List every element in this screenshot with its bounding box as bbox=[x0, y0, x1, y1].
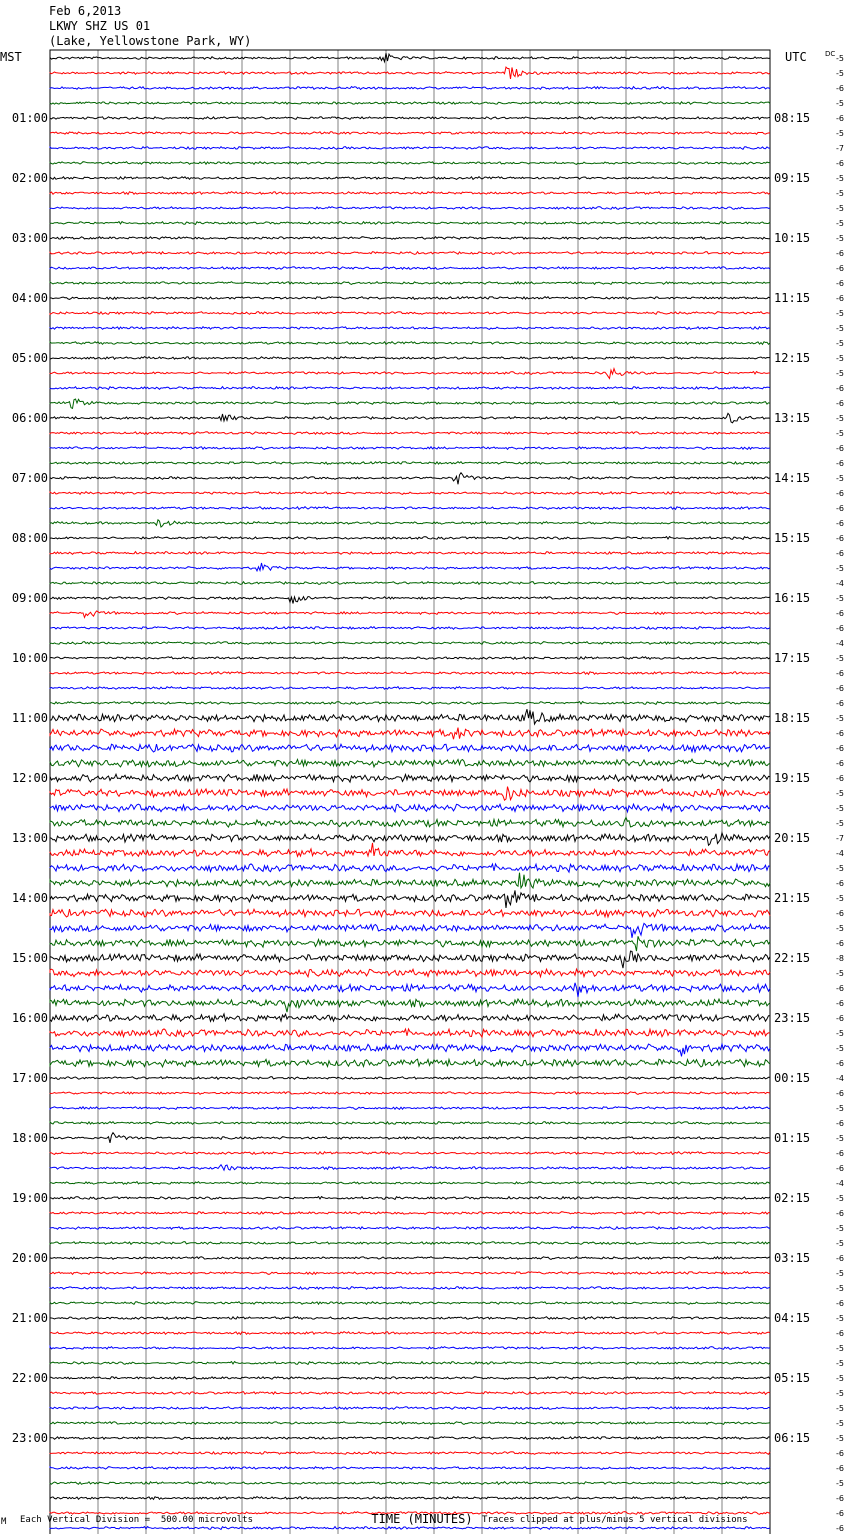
dc-offset-label: -6 bbox=[836, 534, 844, 543]
trace-row bbox=[50, 864, 770, 872]
trace-row bbox=[50, 923, 770, 937]
dc-offset-label: -5 bbox=[836, 1404, 844, 1413]
x-axis-title: TIME (MINUTES) bbox=[371, 1512, 473, 1526]
trace-row bbox=[50, 462, 770, 465]
trace-row bbox=[50, 1467, 770, 1470]
location-title: (Lake, Yellowstone Park, WY) bbox=[49, 34, 252, 48]
right-hour-label: 12:15 bbox=[774, 351, 811, 365]
trace-row bbox=[50, 432, 770, 435]
trace-row bbox=[50, 282, 770, 285]
dc-offset-label: -6 bbox=[836, 444, 844, 453]
dc-offset-label: -6 bbox=[836, 984, 844, 993]
dc-offset-label: -5 bbox=[836, 654, 844, 663]
trace-row bbox=[50, 1212, 770, 1215]
trace-row bbox=[50, 252, 770, 255]
left-hour-label: 14:00 bbox=[11, 891, 48, 905]
dc-offset-label: -5 bbox=[836, 234, 844, 243]
right-hour-label: 19:15 bbox=[774, 771, 811, 785]
dc-offset-label: -6 bbox=[836, 699, 844, 708]
left-hour-label: 05:00 bbox=[11, 351, 48, 365]
dc-offset-label: -5 bbox=[836, 789, 844, 798]
dc-offset-label: -5 bbox=[836, 309, 844, 318]
dc-offset-label: -5 bbox=[836, 594, 844, 603]
right-hour-label: 03:15 bbox=[774, 1251, 811, 1265]
left-hour-label: 08:00 bbox=[11, 531, 48, 545]
dc-offset-label: -5 bbox=[836, 189, 844, 198]
dc-offset-label: -6 bbox=[836, 744, 844, 753]
dc-offset-label: -5 bbox=[836, 1434, 844, 1443]
dc-offset-label: -5 bbox=[836, 1239, 844, 1248]
right-hour-label: 08:15 bbox=[774, 111, 811, 125]
trace-row bbox=[50, 728, 770, 740]
trace-row bbox=[50, 1437, 770, 1440]
trace-row bbox=[50, 297, 770, 300]
trace-row bbox=[50, 1182, 770, 1185]
dc-offset-label: -5 bbox=[836, 369, 844, 378]
dc-offset-label: -8 bbox=[836, 954, 844, 963]
trace-row bbox=[50, 53, 770, 62]
dc-offset-label: -7 bbox=[836, 144, 844, 153]
right-hour-label: 13:15 bbox=[774, 411, 811, 425]
dc-offset-label: -6 bbox=[836, 84, 844, 93]
trace-row bbox=[50, 87, 770, 90]
trace-row bbox=[50, 627, 770, 630]
trace-row bbox=[50, 936, 770, 951]
trace-row bbox=[50, 473, 770, 485]
dc-offset-label: -4 bbox=[836, 1179, 844, 1188]
dc-offset-label: -6 bbox=[836, 1014, 844, 1023]
dc-offset-label: -5 bbox=[836, 564, 844, 573]
trace-row bbox=[50, 804, 770, 812]
left-hour-label: 19:00 bbox=[11, 1191, 48, 1205]
left-hour-label: 07:00 bbox=[11, 471, 48, 485]
dc-offset-label: -5 bbox=[836, 1104, 844, 1113]
left-hour-label: 12:00 bbox=[11, 771, 48, 785]
dc-offset-label: -6 bbox=[836, 114, 844, 123]
dc-offset-label: -6 bbox=[836, 249, 844, 258]
dc-offset-label: -6 bbox=[836, 624, 844, 633]
dc-offset-label: -6 bbox=[836, 159, 844, 168]
dc-offset-label: -5 bbox=[836, 429, 844, 438]
dc-offset-label: -5 bbox=[836, 1284, 844, 1293]
dc-offset-label: -6 bbox=[836, 279, 844, 288]
trace-row bbox=[50, 1392, 770, 1395]
left-hour-label: 17:00 bbox=[11, 1071, 48, 1085]
trace-row bbox=[50, 582, 770, 585]
left-hour-label: 01:00 bbox=[11, 111, 48, 125]
dc-offset-label: -5 bbox=[836, 324, 844, 333]
left-hour-label: 02:00 bbox=[11, 171, 48, 185]
left-hour-label: 04:00 bbox=[11, 291, 48, 305]
dc-offset-label: -6 bbox=[836, 399, 844, 408]
dc-offset-label: -6 bbox=[836, 384, 844, 393]
dc-offset-label: -5 bbox=[836, 174, 844, 183]
trace-row bbox=[50, 1287, 770, 1290]
trace-row bbox=[50, 1152, 770, 1155]
trace-row bbox=[50, 237, 770, 240]
left-hour-label: 23:00 bbox=[11, 1431, 48, 1445]
trace-row bbox=[50, 267, 770, 270]
trace-row bbox=[50, 702, 770, 705]
trace-row bbox=[50, 1059, 770, 1067]
trace-row bbox=[50, 1302, 770, 1305]
dc-offset-label: -6 bbox=[836, 999, 844, 1008]
dc-offset-label: -6 bbox=[836, 1494, 844, 1503]
left-timezone-label: MST bbox=[0, 50, 22, 64]
trace-row bbox=[50, 1165, 770, 1171]
trace-row bbox=[50, 873, 770, 888]
dc-offset-label: -5 bbox=[836, 819, 844, 828]
trace-row bbox=[50, 818, 770, 828]
dc-offset-label: -4 bbox=[836, 579, 844, 588]
right-hour-label: 23:15 bbox=[774, 1011, 811, 1025]
dc-offset-label: -5 bbox=[836, 1044, 844, 1053]
trace-row bbox=[50, 162, 770, 165]
right-hour-label: 16:15 bbox=[774, 591, 811, 605]
dc-offset-label: -5 bbox=[836, 1269, 844, 1278]
dc-offset-label: -5 bbox=[836, 1479, 844, 1488]
dc-offset-label: -6 bbox=[836, 549, 844, 558]
trace-row bbox=[50, 1122, 770, 1125]
trace-row bbox=[50, 843, 770, 857]
left-hour-label: 10:00 bbox=[11, 651, 48, 665]
dc-offset-label: -6 bbox=[836, 459, 844, 468]
dc-label: DC bbox=[825, 50, 836, 58]
dc-offset-label: -5 bbox=[836, 864, 844, 873]
trace-row bbox=[50, 999, 770, 1012]
trace-row bbox=[50, 520, 770, 527]
right-hour-label: 01:15 bbox=[774, 1131, 811, 1145]
trace-row bbox=[50, 537, 770, 540]
dc-offset-label: -5 bbox=[836, 1344, 844, 1353]
dc-offset-label: -6 bbox=[836, 879, 844, 888]
dc-offset-label: -6 bbox=[836, 729, 844, 738]
dc-offset-label: -6 bbox=[836, 264, 844, 273]
dc-offset-label: -5 bbox=[836, 1389, 844, 1398]
trace-row bbox=[50, 1407, 770, 1410]
trace-row bbox=[50, 447, 770, 450]
trace-row bbox=[50, 1242, 770, 1245]
right-hour-label: 05:15 bbox=[774, 1371, 811, 1385]
dc-offset-label: -5 bbox=[836, 54, 844, 63]
trace-row bbox=[50, 1077, 770, 1080]
dc-offset-label: -5 bbox=[836, 1419, 844, 1428]
trace-row bbox=[50, 611, 770, 618]
dc-offset-label: -6 bbox=[836, 1089, 844, 1098]
left-hour-label: 13:00 bbox=[11, 831, 48, 845]
dc-offset-label: -7 bbox=[836, 834, 844, 843]
trace-row bbox=[50, 327, 770, 330]
dc-offset-label: -6 bbox=[836, 909, 844, 918]
trace-row bbox=[50, 1257, 770, 1260]
trace-row bbox=[50, 672, 770, 675]
trace-row bbox=[50, 833, 770, 845]
trace-row bbox=[50, 1377, 770, 1380]
dc-offset-label: -5 bbox=[836, 99, 844, 108]
trace-row bbox=[50, 1272, 770, 1275]
left-hour-label: 15:00 bbox=[11, 951, 48, 965]
trace-row bbox=[50, 342, 770, 345]
left-hour-label: 20:00 bbox=[11, 1251, 48, 1265]
trace-row bbox=[50, 1332, 770, 1335]
dc-offset-label: -6 bbox=[836, 1119, 844, 1128]
trace-row bbox=[50, 1527, 770, 1530]
trace-row bbox=[50, 1347, 770, 1350]
trace-row bbox=[50, 1044, 770, 1056]
dc-offset-label: -6 bbox=[836, 1059, 844, 1068]
trace-row bbox=[50, 909, 770, 917]
trace-row bbox=[50, 1362, 770, 1365]
dc-offset-label: -5 bbox=[836, 204, 844, 213]
trace-row bbox=[50, 744, 770, 752]
right-hour-label: 00:15 bbox=[774, 1071, 811, 1085]
trace-row bbox=[50, 102, 770, 105]
dc-offset-label: -6 bbox=[836, 939, 844, 948]
left-hour-label: 21:00 bbox=[11, 1311, 48, 1325]
dc-offset-label: -5 bbox=[836, 714, 844, 723]
dc-offset-label: -6 bbox=[836, 519, 844, 528]
dc-offset-label: -6 bbox=[836, 1254, 844, 1263]
trace-row bbox=[50, 67, 770, 79]
right-hour-label: 02:15 bbox=[774, 1191, 811, 1205]
right-hour-label: 20:15 bbox=[774, 831, 811, 845]
right-hour-label: 10:15 bbox=[774, 231, 811, 245]
trace-row bbox=[50, 132, 770, 135]
trace-row bbox=[50, 147, 770, 150]
dc-offset-label: -6 bbox=[836, 489, 844, 498]
dc-offset-label: -6 bbox=[836, 1209, 844, 1218]
station-title: LKWY SHZ US 01 bbox=[49, 19, 151, 33]
trace-row bbox=[50, 563, 770, 571]
trace-row bbox=[50, 1452, 770, 1455]
dc-offset-label: -4 bbox=[836, 639, 844, 648]
dc-offset-label: -5 bbox=[836, 894, 844, 903]
right-hour-label: 17:15 bbox=[774, 651, 811, 665]
dc-offset-label: -5 bbox=[836, 1359, 844, 1368]
dc-offset-label: -6 bbox=[836, 1329, 844, 1338]
dc-offset-label: -5 bbox=[836, 804, 844, 813]
dc-offset-label: -5 bbox=[836, 339, 844, 348]
trace-row bbox=[50, 774, 770, 782]
dc-offset-label: -6 bbox=[836, 759, 844, 768]
dc-offset-label: -5 bbox=[836, 474, 844, 483]
dc-offset-label: -5 bbox=[836, 69, 844, 78]
right-hour-label: 04:15 bbox=[774, 1311, 811, 1325]
trace-row bbox=[50, 399, 770, 408]
dc-offset-label: -5 bbox=[836, 1134, 844, 1143]
dc-offset-label: -4 bbox=[836, 1074, 844, 1083]
dc-offset-label: -5 bbox=[836, 1314, 844, 1323]
trace-row bbox=[50, 709, 770, 724]
dc-offset-label: -6 bbox=[836, 609, 844, 618]
trace-row bbox=[50, 117, 770, 120]
left-hour-label: 09:00 bbox=[11, 591, 48, 605]
trace-row bbox=[50, 759, 770, 767]
right-hour-label: 14:15 bbox=[774, 471, 811, 485]
trace-row bbox=[50, 687, 770, 690]
right-timezone-label: UTC bbox=[785, 50, 807, 64]
trace-row bbox=[50, 387, 770, 390]
dc-offset-label: -6 bbox=[836, 1449, 844, 1458]
dc-offset-label: -6 bbox=[836, 774, 844, 783]
dc-offset-label: -6 bbox=[836, 1464, 844, 1473]
clip-note: Traces clipped at plus/minus 5 vertical divisions bbox=[482, 1515, 748, 1525]
right-hour-label: 21:15 bbox=[774, 891, 811, 905]
trace-row bbox=[50, 787, 770, 801]
trace-row bbox=[50, 177, 770, 180]
trace-row bbox=[50, 312, 770, 315]
trace-row bbox=[50, 413, 770, 423]
dc-offset-label: -6 bbox=[836, 1149, 844, 1158]
trace-row bbox=[50, 192, 770, 195]
trace-row bbox=[50, 1317, 770, 1320]
left-hour-label: 11:00 bbox=[11, 711, 48, 725]
left-hour-label: 16:00 bbox=[11, 1011, 48, 1025]
trace-row bbox=[50, 1197, 770, 1200]
dc-offset-label: -5 bbox=[836, 924, 844, 933]
scale-note: Each Vertical Division = 500.00 microvolts bbox=[20, 1515, 253, 1525]
trace-row bbox=[50, 983, 770, 997]
left-hour-label: 06:00 bbox=[11, 411, 48, 425]
dc-offset-label: -6 bbox=[836, 1164, 844, 1173]
left-hour-label: 18:00 bbox=[11, 1131, 48, 1145]
left-hour-label: 03:00 bbox=[11, 231, 48, 245]
corner-mark: M bbox=[1, 1517, 7, 1527]
trace-row bbox=[50, 552, 770, 555]
dc-offset-label: -4 bbox=[836, 849, 844, 858]
dc-offset-label: -5 bbox=[836, 1224, 844, 1233]
trace-row bbox=[50, 642, 770, 645]
trace-row bbox=[50, 1422, 770, 1425]
trace-row bbox=[50, 369, 770, 379]
trace-row bbox=[50, 1133, 770, 1143]
trace-row bbox=[50, 222, 770, 225]
right-hour-label: 18:15 bbox=[774, 711, 811, 725]
dc-offset-label: -6 bbox=[836, 294, 844, 303]
trace-row bbox=[50, 657, 770, 660]
trace-row bbox=[50, 1497, 770, 1500]
trace-row bbox=[50, 207, 770, 210]
trace-row bbox=[50, 1092, 770, 1095]
trace-row bbox=[50, 1482, 770, 1485]
right-hour-label: 22:15 bbox=[774, 951, 811, 965]
right-hour-label: 06:15 bbox=[774, 1431, 811, 1445]
dc-offset-label: -5 bbox=[836, 1029, 844, 1038]
dc-offset-label: -6 bbox=[836, 684, 844, 693]
date-title: Feb 6,2013 bbox=[49, 4, 122, 18]
right-hour-label: 09:15 bbox=[774, 171, 811, 185]
dc-offset-label: -5 bbox=[836, 1194, 844, 1203]
right-hour-label: 15:15 bbox=[774, 531, 811, 545]
trace-row bbox=[50, 890, 770, 908]
dc-offset-label: -6 bbox=[836, 1299, 844, 1308]
dc-offset-label: -6 bbox=[836, 1509, 844, 1518]
trace-row bbox=[50, 1029, 770, 1037]
dc-offset-label: -5 bbox=[836, 354, 844, 363]
dc-offset-label: -6 bbox=[836, 504, 844, 513]
trace-row bbox=[50, 951, 770, 968]
trace-row bbox=[50, 507, 770, 510]
trace-row bbox=[50, 969, 770, 977]
dc-offset-label: -5 bbox=[836, 129, 844, 138]
trace-row bbox=[50, 357, 770, 360]
dc-offset-label: -5 bbox=[836, 969, 844, 978]
dc-offset-label: -6 bbox=[836, 1524, 844, 1533]
right-hour-label: 11:15 bbox=[774, 291, 811, 305]
trace-row bbox=[50, 1014, 770, 1022]
dc-offset-label: -5 bbox=[836, 414, 844, 423]
dc-offset-label: -5 bbox=[836, 1374, 844, 1383]
trace-row bbox=[50, 597, 770, 604]
trace-row bbox=[50, 1227, 770, 1230]
trace-row bbox=[50, 492, 770, 495]
dc-offset-label: -6 bbox=[836, 669, 844, 678]
dc-offset-label: -5 bbox=[836, 219, 844, 228]
left-hour-label: 22:00 bbox=[11, 1371, 48, 1385]
trace-row bbox=[50, 1107, 770, 1110]
